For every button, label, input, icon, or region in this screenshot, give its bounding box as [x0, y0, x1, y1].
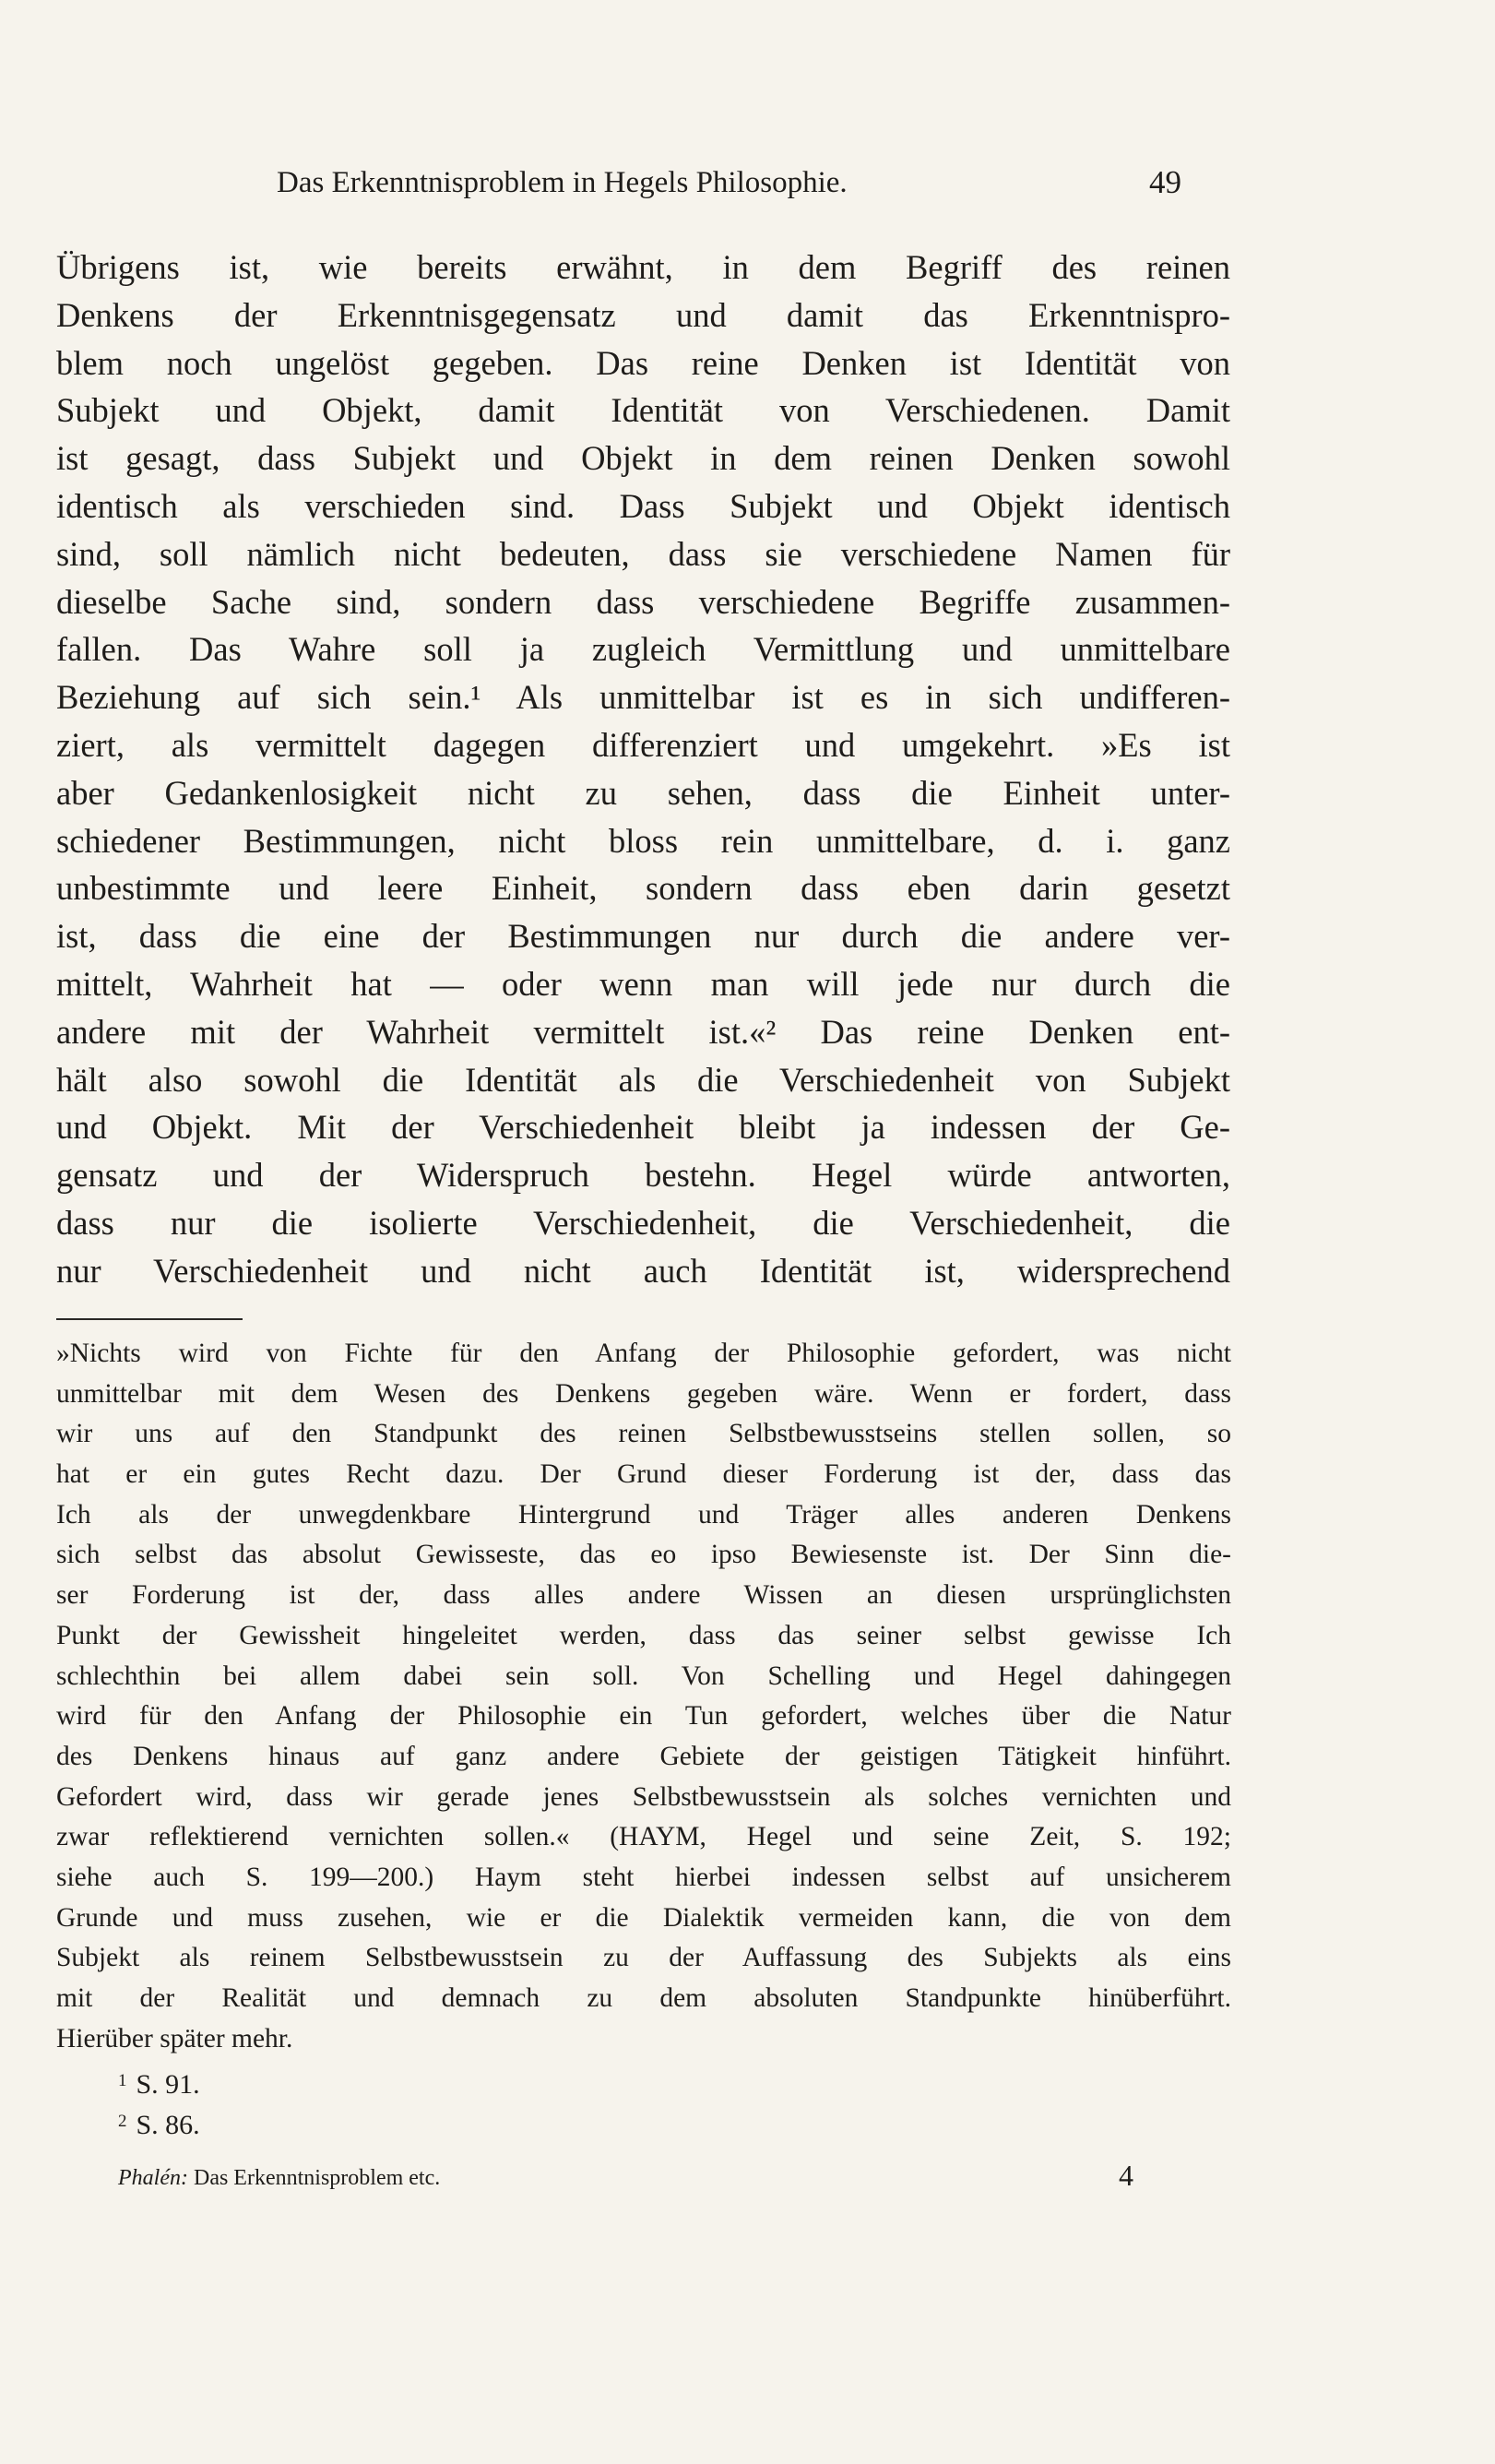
body-line: dass nur die isolierte Verschiedenheit, die Verschiedenheit, die — [56, 1203, 1230, 1242]
signature-title: Das Erkenntnisproblem etc. — [193, 2166, 441, 2190]
footnote-line: »Nichts wird von Fichte für den Anfang der Philosophie gefordert, was nicht — [56, 1339, 1231, 1368]
body-line: ist gesagt, dass Subjekt und Objekt in dem reinen Denken sowohl — [56, 439, 1230, 478]
footnote-line: hat er ein gutes Recht dazu. Der Grund dieser Forderung ist der, dass das — [56, 1459, 1231, 1490]
body-line: Subjekt und Objekt, damit Identität von Verschiedenen. Damit — [56, 391, 1230, 430]
footnote-line: sich selbst das absolut Gewisseste, das eo ipso Bewiesenste ist. Der Sinn die- — [56, 1540, 1231, 1570]
body-line: hält also sowohl die Identität als die Verschiedenheit von Subjekt — [56, 1060, 1230, 1099]
footnote-line: wird für den Anfang der Philosophie ein Tun gefordert, welches über die Natur — [56, 1701, 1231, 1732]
footnote-line: ser Forderung ist der, dass alles andere Wissen an diesen ursprünglichsten — [56, 1580, 1231, 1611]
footnote-2 — [118, 2110, 200, 2141]
running-title: Das Erkenntnisproblem in Hegels Philosophie. — [277, 166, 848, 199]
footnote-line: wir uns auf den Standpunkt des reinen Selbstbewusstseins stellen sollen, so — [56, 1419, 1231, 1449]
body-line: schiedener Bestimmungen, nicht bloss rein unmittelbare, d. i. ganz — [56, 821, 1230, 860]
footnote-line: mit der Realität und demnach zu dem absoluten Standpunkte hinüberführt. — [56, 1983, 1231, 2013]
body-line: andere mit der Wahrheit vermittelt ist.«² Das reine Denken ent- — [56, 1012, 1230, 1051]
body-line: und Objekt. Mit der Verschiedenheit bleibt ja indessen der Ge- — [56, 1108, 1230, 1147]
body-line: aber Gedankenlosigkeit nicht zu sehen, dass die Einheit unter- — [56, 773, 1230, 812]
body-line: sind, soll nämlich nicht bedeuten, dass sie verschiedene Namen für — [56, 534, 1230, 573]
printer-signature — [118, 2166, 440, 2191]
body-line: ziert, als vermittelt dagegen differenziert und umgekehrt. »Es ist — [56, 725, 1230, 764]
body-line: unbestimmte und leere Einheit, sondern dass eben darin gesetzt — [56, 869, 1230, 908]
footnote-line: siehe auch S. 199—200.) Haym steht hierbei indessen selbst auf unsicherem — [56, 1862, 1231, 1892]
body-line: nur Verschiedenheit und nicht auch Identität ist, widersprechend — [56, 1251, 1230, 1290]
body-line: Beziehung auf sich sein.¹ Als unmittelbar ist es in sich undifferen- — [56, 678, 1230, 717]
footnote-line: zwar reflektierend vernichten sollen.« (HAYM, Hegel und seine Zeit, S. 192; — [56, 1822, 1231, 1852]
footnote-text: S. 86. — [136, 2110, 200, 2140]
footnote-line: Gefordert wird, dass wir gerade jenes Selbstbewusstsein als solches vernichten und — [56, 1781, 1231, 1812]
page-number: 49 — [1149, 164, 1181, 200]
footnote-line: Grunde und muss zusehen, wie er die Dialektik vermeiden kann, die von dem — [56, 1902, 1231, 1933]
footnote-mark: 1 — [118, 2071, 127, 2090]
footnote-line: Subjekt als reinem Selbstbewusstsein zu der Auffassung des Subjekts als eins — [56, 1943, 1231, 1973]
footnote-1 — [118, 2069, 200, 2101]
body-line: fallen. Das Wahre soll ja zugleich Vermittlung und unmittelbare — [56, 630, 1230, 669]
body-line: blem noch ungelöst gegeben. Das reine Denken ist Identität von — [56, 343, 1230, 382]
signature-author: Phalén: — [118, 2166, 188, 2190]
body-line: Übrigens ist, wie bereits erwähnt, in dem Begriff des reinen — [56, 248, 1230, 286]
body-line: Denkens der Erkenntnisgegensatz und damit das Erkenntnispro- — [56, 295, 1230, 334]
footnote-separator — [56, 1318, 243, 1320]
sheet-number: 4 — [1119, 2159, 1133, 2192]
footnote-line: Ich als der unwegdenkbare Hintergrund und Träger alles anderen Denkens — [56, 1499, 1231, 1530]
footnote-text: S. 91. — [136, 2069, 200, 2100]
footnote-mark: 2 — [118, 2112, 127, 2131]
footnote-line: schlechthin bei allem dabei sein soll. Von Schelling und Hegel dahingegen — [56, 1661, 1231, 1691]
body-line: gensatz und der Widerspruch bestehn. Hegel würde antworten, — [56, 1156, 1230, 1195]
body-line: ist, dass die eine der Bestimmungen nur durch die andere ver- — [56, 917, 1230, 956]
main-text — [56, 244, 1230, 1295]
footnote-line: des Denkens hinaus auf ganz andere Gebiete der geistigen Tätigkeit hinführt. — [56, 1741, 1231, 1771]
body-line: mittelt, Wahrheit hat — oder wenn man will jede nur durch die — [56, 964, 1230, 1003]
footnote-line: unmittelbar mit dem Wesen des Denkens gegeben wäre. Wenn er fordert, dass — [56, 1378, 1231, 1409]
footnote-block — [56, 1334, 1231, 2059]
body-line: dieselbe Sache sind, sondern dass verschiedene Begriffe zusammen- — [56, 582, 1230, 621]
footnote-line: Punkt der Gewissheit hingeleitet werden, dass das seiner selbst gewisse Ich — [56, 1620, 1231, 1650]
footnote-line: Hierüber später mehr. — [56, 2023, 293, 2053]
body-line: identisch als verschieden sind. Dass Subjekt und Objekt identisch — [56, 486, 1230, 525]
